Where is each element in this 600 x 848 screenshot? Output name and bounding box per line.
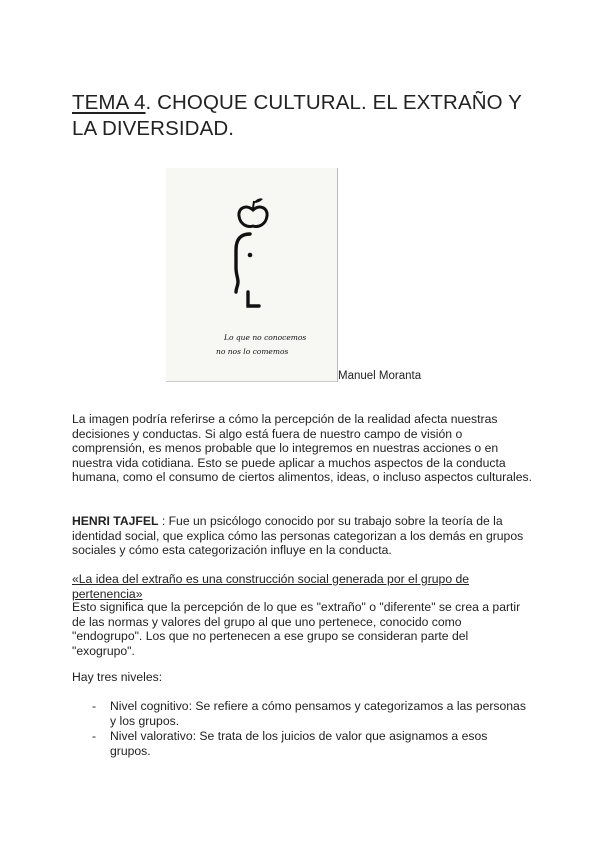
apple-head-drawing	[166, 168, 337, 381]
list-item: Nivel cognitivo: Se refiere a cómo pensamos y categorizamos a las personas y los grupos.	[110, 699, 526, 728]
list-bullet: -	[92, 729, 97, 743]
handwritten-caption-line-1: Lo que no conocemos	[224, 333, 307, 342]
list-item: Nivel valorativo: Se trata de los juicios de valor que asignamos a esos grupos.	[110, 729, 488, 758]
illustration-apple-head	[166, 168, 338, 382]
list-bullet: -	[92, 699, 97, 713]
image-credit: Manuel Moranta	[338, 370, 422, 382]
quote: «La idea del extraño es una construcción social generada por el grupo de pertenencia»	[72, 572, 470, 601]
page-title	[72, 90, 542, 142]
handwritten-caption-line-2: no nos lo comemos	[216, 347, 289, 356]
quote-explanation: Esto significa que la percepción de lo que es "extraño" o "diferente" se crea a partir de las normas y valores del grupo al que uno pertenece, conocido como "endogrupo". Los que no pertenecen a ese grupo se consideran parte del "exogrupo".	[72, 600, 521, 658]
intro-paragraph: La imagen podría referirse a cómo la percepción de la realidad afecta nuestras decisiones y conductas. Si algo está fuera de nuestro campo de visión o comprensión, es menos probable que lo integremos en nuestras acciones o en nuestra vida cotidiana. Esto se puede aplicar a muchos aspectos de la conducta humana, como el consumo de ciertos alimentos, ideas, o incluso aspectos culturales.	[72, 412, 532, 485]
title-topic-name: . CHOQUE CULTURAL. EL EXTRAÑO Y LA DIVERSIDAD.	[72, 91, 522, 140]
tajfel-paragraph	[72, 514, 532, 558]
levels-intro: Hay tres niveles:	[72, 670, 163, 684]
title-topic-number: TEMA 4	[72, 91, 146, 114]
tajfel-name: HENRI TAJFEL	[72, 514, 159, 528]
tajfel-description: : Fue un psicólogo conocido por su trabajo sobre la teoría de la identidad social, que explica cómo las personas categorizan a los demás en grupos sociales y cómo esta categorización influye en la conducta.	[72, 514, 524, 558]
